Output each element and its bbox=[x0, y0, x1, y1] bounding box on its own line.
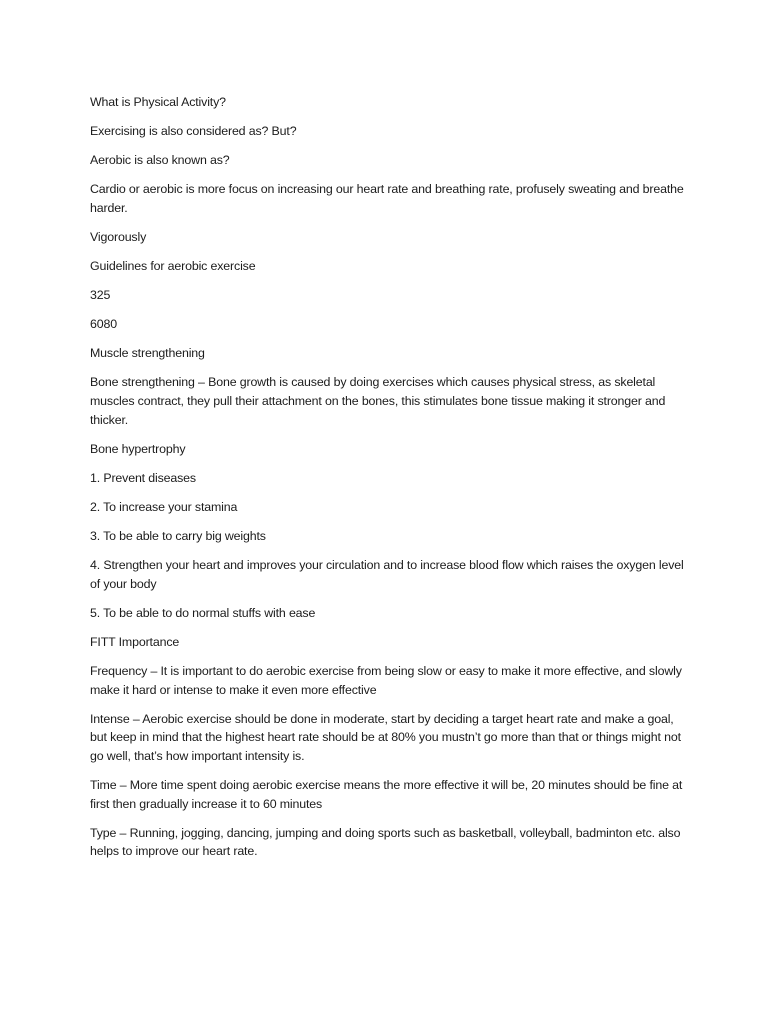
paragraph-guidelines-heading: Guidelines for aerobic exercise bbox=[90, 259, 256, 274]
paragraph-cardio-definition: Cardio or aerobic is more focus on increasing our heart rate and breathing rate, profusely sweating and breathe harder. bbox=[90, 182, 684, 215]
list-item-benefit-5: 5. To be able to do normal stuffs with ease bbox=[90, 605, 316, 620]
paragraph-fitt-time: Time – More time spent doing aerobic exercise means the more effective it will be, 20 minutes should be fine at first then gradually increase it to 60 minutes bbox=[90, 777, 683, 811]
paragraph-vigorously: Vigorously bbox=[90, 229, 147, 244]
paragraph-fitt-type: Type – Running, jogging, dancing, jumping and doing sports such as basketball, volleyball, badminton etc. also helps to improve our heart rate. bbox=[90, 825, 681, 859]
paragraph-fitt-intense: Intense – Aerobic exercise should be done in moderate, start by deciding a target heart rate and make a goal, but keep in mind that the highest heart rate should be at 80% you mustn’t go more than that or things might not go well, that’s how important intensity is. bbox=[90, 711, 681, 763]
paragraph-number-6080: 6080 bbox=[90, 317, 117, 332]
paragraph-muscle-strengthening: Muscle strengthening bbox=[90, 346, 205, 361]
list-item-benefit-2: 2. To increase your stamina bbox=[90, 499, 238, 514]
paragraph-bone-strengthening: Bone strengthening – Bone growth is caused by doing exercises which causes physical stress, as skeletal muscles contract, they pull their attachment on the bones, this stimulates bone tissue making it stronger and thicker. bbox=[90, 375, 666, 427]
paragraph-fitt-frequency: Frequency – It is important to do aerobic exercise from being slow or easy to make it more effective, and slowly make it hard or intense to make it even more effective bbox=[90, 663, 682, 697]
document-body bbox=[90, 93, 690, 871]
list-item-benefit-3: 3. To be able to carry big weights bbox=[90, 529, 266, 543]
paragraph-number-325: 325 bbox=[90, 288, 111, 303]
paragraph-question-physical-activity: What is Physical Activity? bbox=[90, 95, 226, 109]
paragraph-question-aerobic: Aerobic is also known as? bbox=[90, 153, 230, 168]
paragraph-question-exercising: Exercising is also considered as? But? bbox=[90, 124, 297, 139]
list-item-benefit-1: 1. Prevent diseases bbox=[90, 470, 196, 485]
paragraph-bone-hypertrophy: Bone hypertrophy bbox=[90, 441, 186, 456]
list-item-benefit-4: 4. Strengthen your heart and improves your circulation and to increase blood flow which raises the oxygen level of your body bbox=[90, 558, 684, 591]
paragraph-fitt-heading: FITT Importance bbox=[90, 634, 180, 649]
